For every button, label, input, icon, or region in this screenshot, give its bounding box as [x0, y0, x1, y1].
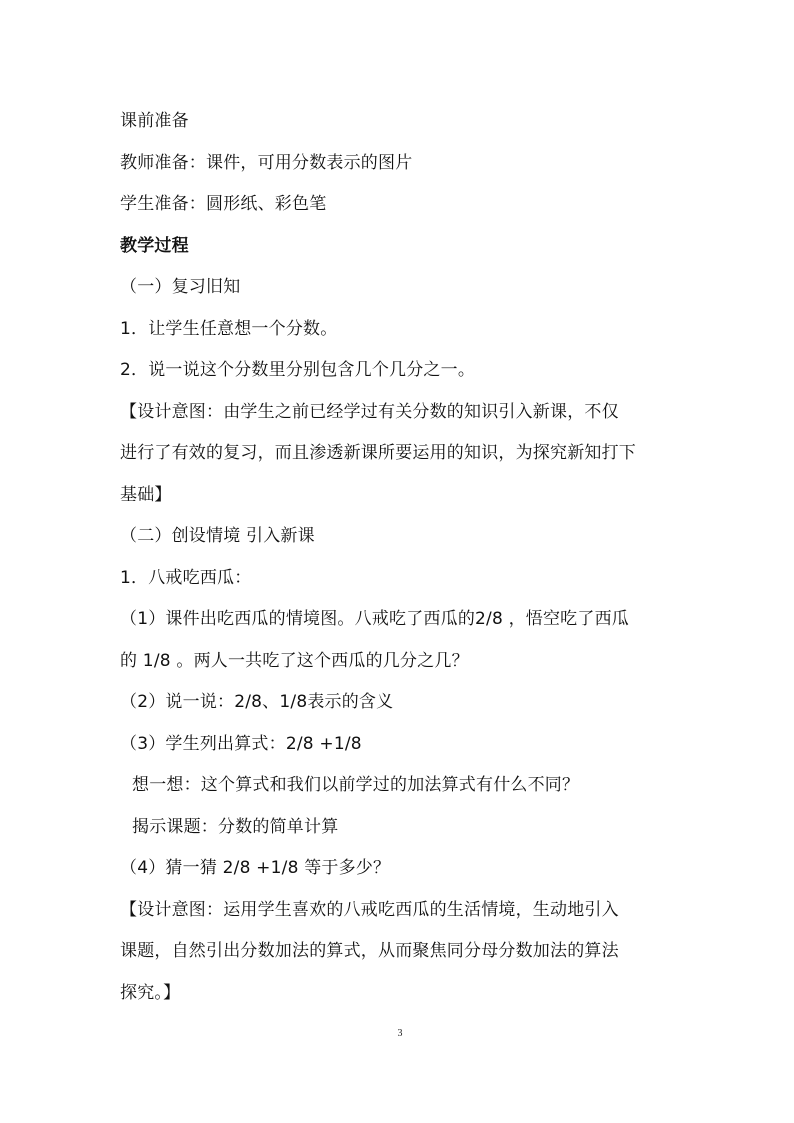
page-number: 3 [397, 1028, 403, 1039]
subsection-situation-heading: （二）创设情境 引入新课 [120, 526, 315, 546]
situation-step-1-line-1: （1）课件出吃西瓜的情境图。八戒吃了西瓜的2/8 ，悟空吃了西瓜 [120, 609, 629, 629]
design-intent-2-line-1: 【设计意图：运用学生喜欢的八戒吃西瓜的生活情境，生动地引入 [120, 899, 619, 920]
design-intent-2-line-2: 课题，自然引出分数加法的算式，从而聚焦同分母分数加法的算法 [120, 941, 619, 961]
situation-step-2: （2）说一说：2/8、1/8表示的含义 [120, 692, 394, 712]
section-heading-process: 教学过程 [120, 235, 189, 256]
subsection-review-heading: （一）复习旧知 [120, 277, 241, 297]
topic-line: 揭示课题：分数的简单计算 [132, 816, 339, 837]
situation-step-1-line-2: 的 1/8 。两人一共吃了这个西瓜的几分之几？ [120, 650, 469, 671]
review-item-2: 2．说一说这个分数里分别包含几个几分之一。 [120, 360, 476, 380]
think-line: 想一想：这个算式和我们以前学过的加法算式有什么不同？ [132, 775, 580, 795]
situation-step-3: （3）学生列出算式：2/8 +1/8 [120, 733, 362, 754]
student-preparation-line: 学生准备：圆形纸、彩色笔 [120, 194, 327, 214]
design-intent-1-line-2: 进行了有效的复习，而且渗透新课所要运用的知识，为探究新知打下 [120, 443, 636, 463]
design-intent-2-line-3: 探究。】 [120, 982, 181, 1003]
design-intent-1-line-3: 基础】 [120, 484, 172, 505]
lesson-content [120, 101, 680, 1014]
situation-item-1: 1．八戒吃西瓜： [120, 567, 252, 588]
design-intent-1-line-1: 【设计意图：由学生之前已经学过有关分数的知识引入新课，不仅 [120, 401, 619, 422]
teacher-preparation-line: 教师准备：课件，可用分数表示的图片 [120, 152, 413, 173]
situation-step-4: （4）猜一猜 2/8 +1/8 等于多少？ [120, 858, 391, 878]
review-item-1: 1．让学生任意想一个分数。 [120, 318, 338, 339]
section-heading-preparation: 课前准备 [120, 111, 189, 131]
